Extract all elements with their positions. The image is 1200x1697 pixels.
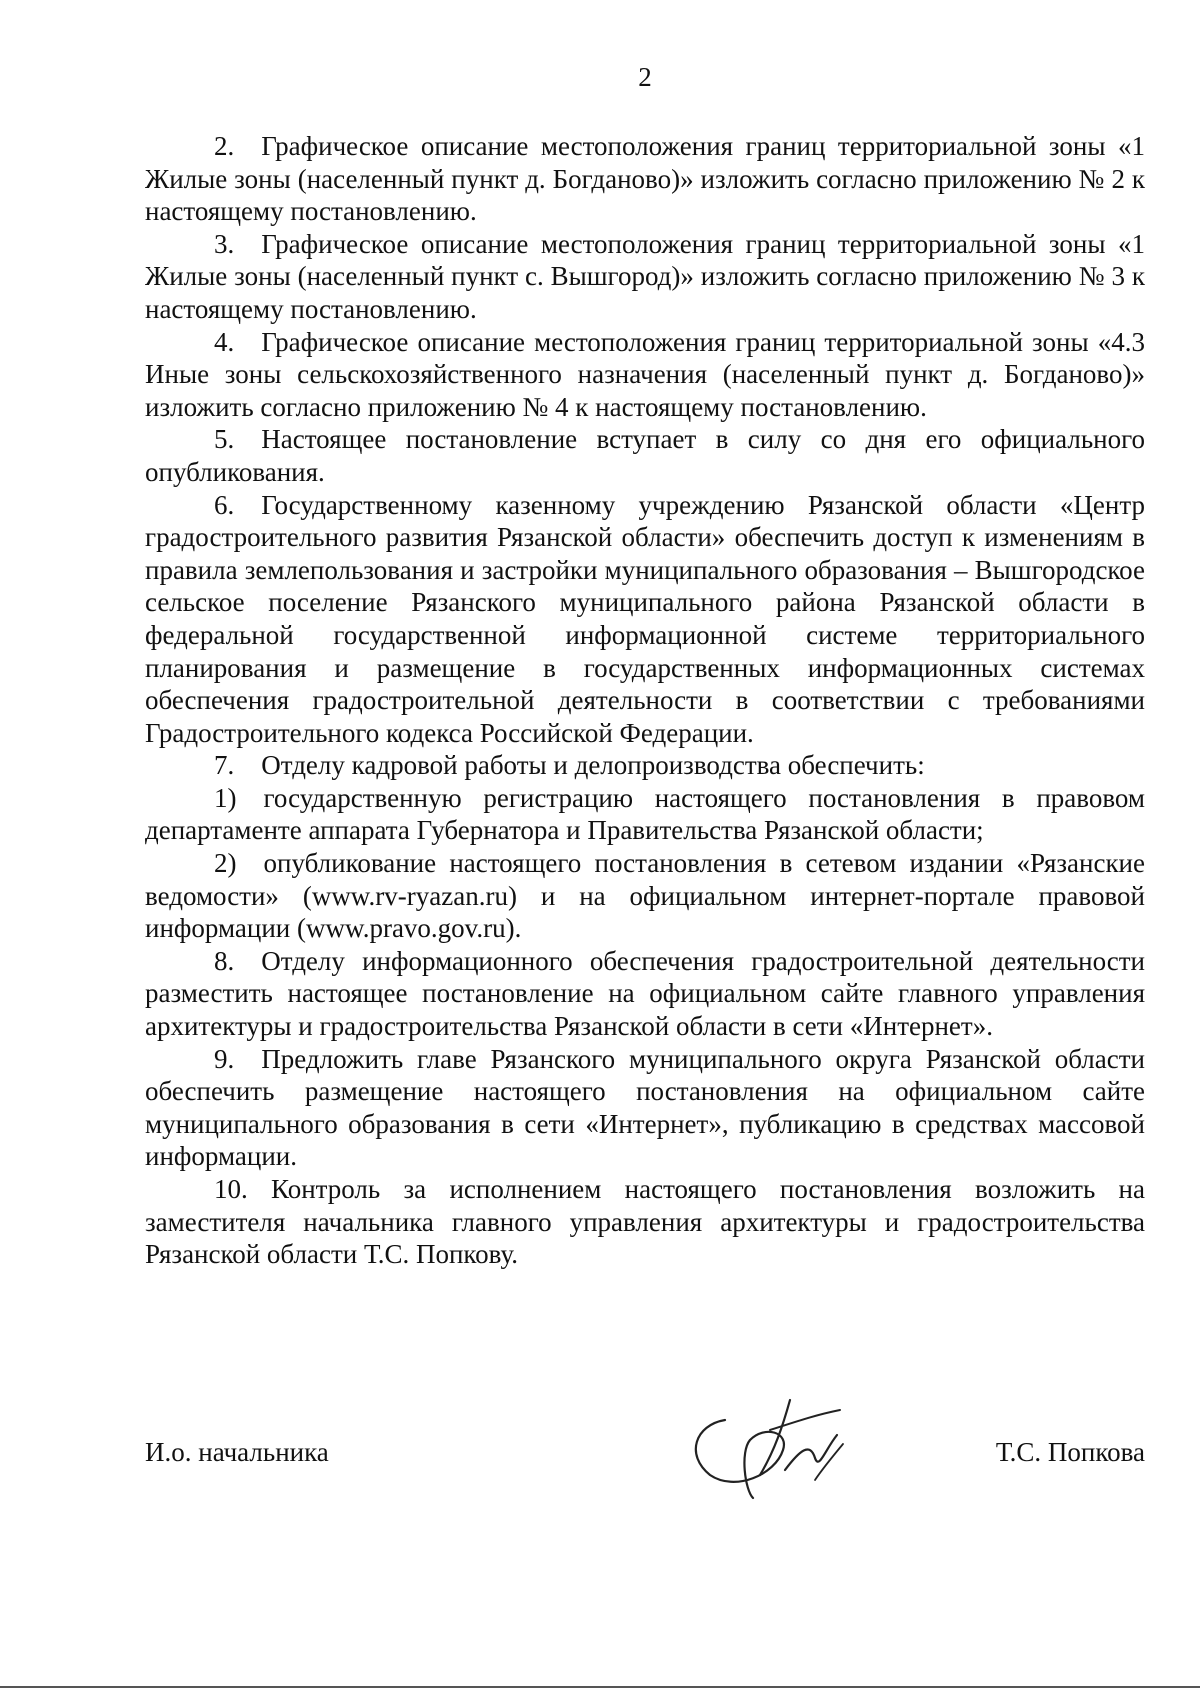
scan-edge [0, 1686, 1200, 1688]
paragraph-8: 8. Отделу информационного обеспечения градостроительной деятельности разместить настоящее постановление на официальном сайте главного управления архитектуры и градостроительства Рязанской области в сети «Интернет». [145, 945, 1145, 1042]
paragraph-10: 10. Контроль за исполнением настоящего постановления возложить на заместителя начальника главного управления архитектуры и градостроительства Рязанской области Т.С. Попкову. [145, 1174, 1145, 1270]
subitem-7-1: 1) государственную регистрацию настоящего постановления в правовом департаменте аппарата Губернатора и Правительства Рязанской области; [145, 782, 1145, 846]
paragraph-4: 4. Графическое описание местоположения границ территориальной зоны «4.3 Иные зоны сельскохозяйственного назначения (населенный пункт д. Богданово)» изложить согласно приложению № 4 к настоящему постановлению. [145, 326, 1145, 422]
subitem-7-2: 2) опубликование настоящего постановления в сетевом издании «Рязанские ведомости» (www.rv-ryazan.ru) и на официальном интернет-портале правовой информации (www.pravo.gov.ru). [145, 848, 1145, 944]
page-number: 2 [638, 62, 652, 92]
paragraph-2: 2. Графическое описание местоположения границ территориальной зоны «1 Жилые зоны (населенный пункт д. Богданово)» изложить согласно приложению № 2 к настоящему постановлению. [145, 131, 1145, 227]
paragraph-5: 5. Настоящее постановление вступает в силу со дня его официального опубликования. [145, 424, 1145, 487]
paragraph-3: 3. Графическое описание местоположения границ территориальной зоны «1 Жилые зоны (населенный пункт с. Вышгород)» изложить согласно приложению № 3 к настоящему постановлению. [145, 228, 1145, 324]
signer-name: Т.С. Попкова [995, 1437, 1145, 1467]
signer-position: И.о. начальника [145, 1437, 329, 1467]
document-body [145, 130, 1145, 1271]
paragraph-9: 9. Предложить главе Рязанского муниципального округа Рязанской области обеспечить размещение настоящего постановления на официальном сайте муниципального образования в сети «Интернет», публикацию в средствах массовой информации. [145, 1043, 1145, 1172]
handwritten-signature [665, 1380, 865, 1510]
signature-block [145, 1425, 1145, 1505]
paragraph-6: 6. Государственному казенному учреждению Рязанской области «Центр градостроительного развития Рязанской области» обеспечить доступ к изменениям в правила землепользования и застройки муниципального образования – Вышгородское сельское поселение Рязанского муниципального района Рязанской области в федеральной государственной информационной системе территориального планирования и размещение в государственных информационных системах обеспечения градостроительной деятельности в соответствии с требованиями Градостроительного кодекса Российской Федерации. [145, 489, 1145, 748]
paragraph-7: 7. Отделу кадровой работы и делопроизводства обеспечить: [214, 750, 925, 781]
